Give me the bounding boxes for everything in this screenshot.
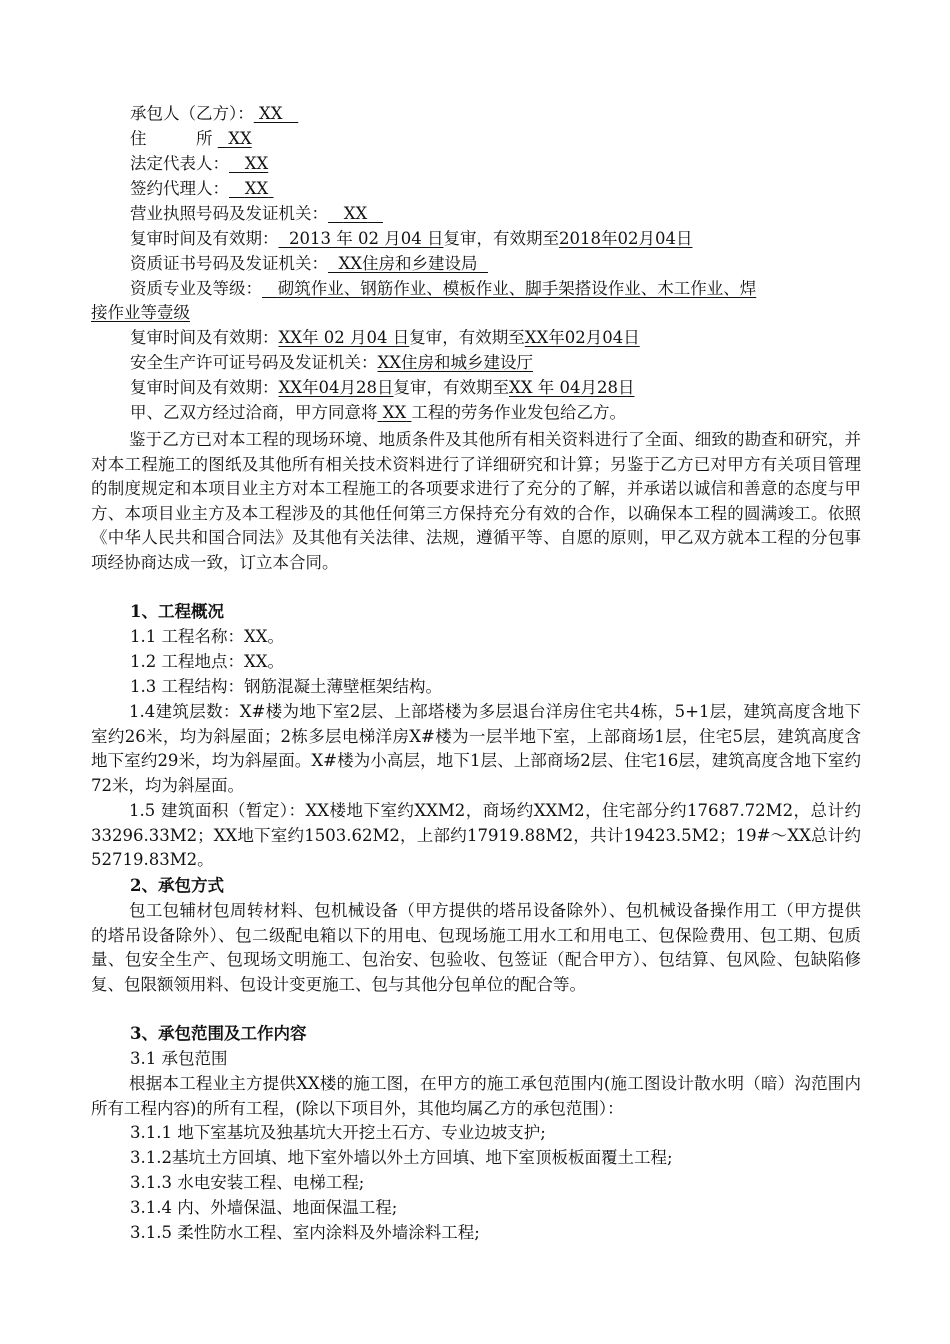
section1-title: 1、工程概况 xyxy=(130,602,224,621)
agreement-value: XX xyxy=(382,403,407,422)
agreement-pre: 甲、乙双方经过洽商，甲方同意将 xyxy=(130,403,378,422)
qual-review-date: XX年 02 月04 日 xyxy=(278,328,410,347)
license-label: 营业执照号码及发证机关： xyxy=(130,204,328,223)
address-label: 住 所 xyxy=(130,129,213,148)
contractor-line xyxy=(130,102,298,126)
address-line xyxy=(130,127,252,151)
preamble-paragraph: 鉴于乙方已对本工程的现场环境、地质条件及其他所有相关资料进行了全面、细致的勘查和研究，并对本工程施工的图纸及其他所有相关技术资料进行了详细研究和计算；另鉴于乙方已对甲方有关项目管理的制度规定和本项目业主方对本工程施工的各项要求进行了充分的了解，并承诺以诚信和善意的态度与甲方、本项目业主方及本工程涉及的其他任何第三方保持充分有效的合作，以确保本工程的圆满竣工。依照《中华人民共和国合同法》及其他有关法律、法规，遵循平等、自愿的原则，甲乙双方就本工程的分包事项经协商达成一致，订立本合同。 xyxy=(91,430,861,572)
project-floors: 1.4建筑层数：X#楼为地下室2层、上部塔楼为多层退台洋房住宅共4栋，5+1层，建筑高度含地下室约26米，均为斜屋面；2栋多层电梯洋房X#楼为一层半地下室，上部商场1层，住宅5层，建筑高度含地下室约29米，均为斜屋面。X#楼为小高层，地下1层、上部商场2层、住宅16层，建筑高度含地下室约72米，均为斜屋面。 xyxy=(91,702,861,795)
safety-label: 安全生产许可证号码及发证机关： xyxy=(130,353,378,372)
project-structure: 1.3 工程结构：钢筋混凝土薄壁框架结构。 xyxy=(130,677,442,696)
contractor-value: XX xyxy=(259,104,283,123)
qual-review-mid: 复审，有效期至 xyxy=(409,328,525,347)
qual-review-label: 复审时间及有效期： xyxy=(130,328,279,347)
license-valid-date: 2018年02月04日 xyxy=(558,229,693,248)
grade-value-1: 砌筑作业、钢筋作业、模板作业、脚手架搭设作业、木工作业、焊 xyxy=(277,279,757,298)
qual-valid-date: XX年02月04日 xyxy=(524,328,640,347)
section3-intro: 根据本工程业主方提供XX楼的施工图，在甲方的施工承包范围内(施工图设计散水明（暗）沟范围内所有工程内容)的所有工程，(除以下项目外，其他均属乙方的承包范围）： xyxy=(91,1074,861,1118)
legal-rep-value: XX xyxy=(244,154,269,173)
scope-item: 3.1.3 水电安装工程、电梯工程; xyxy=(130,1173,365,1192)
project-location: 1.2 工程地点：XX。 xyxy=(130,652,284,671)
grade-label: 资质专业及等级： xyxy=(130,279,262,298)
section2-body: 包工包辅材包周转材料、包机械设备（甲方提供的塔吊设备除外）、包机械设备操作用工（甲方提供的塔吊设备除外）、包二级配电箱以下的用电、包现场施工用水工和用电工、包保险费用、包工期、包质量、包安全生产、包现场文明施工、包治安、包验收、包签证（配合甲方）、包结算、包风险、包缺陷修复、包限额领用料、包设计变更施工、包与其他分包单位的配合等。 xyxy=(91,901,861,994)
safety-value: XX住房和城乡建设厅 xyxy=(377,353,533,372)
agreement-line xyxy=(130,401,626,425)
contractor-label: 承包人（乙方）： xyxy=(130,104,254,123)
grade-line-2 xyxy=(91,301,190,325)
agent-label: 签约代理人： xyxy=(130,179,229,198)
license-value: XX xyxy=(343,204,368,223)
license-review-line xyxy=(130,227,692,251)
agent-line xyxy=(130,177,274,201)
qualification-label: 资质证书号码及发证机关： xyxy=(130,254,328,273)
safety-review-date: XX年04月28日 xyxy=(278,378,394,397)
license-review-label: 复审时间及有效期： xyxy=(130,229,279,248)
safety-line xyxy=(130,351,533,375)
qual-review-line xyxy=(130,326,640,350)
grade-value-2: 接作业等壹级 xyxy=(91,303,190,322)
scope-item: 3.1.2基坑土方回填、地下室外墙以外土方回填、地下室顶板板面覆土工程; xyxy=(130,1148,673,1167)
legal-rep-line xyxy=(130,152,268,176)
project-area: 1.5 建筑面积（暂定）：XX楼地下室约XXM2，商场约XXM2，住宅部分约17687.72M2，总计约33296.33M2；XX地下室约1503.62M2，上部约17919.88M2，共计19423.5M2；19#～XX总计约52719.83M2。 xyxy=(91,801,861,869)
agent-value: XX xyxy=(244,179,269,198)
license-review-mid: 复审，有效期至 xyxy=(443,229,559,248)
section3-title: 3、承包范围及工作内容 xyxy=(130,1024,307,1043)
scope-item: 3.1.5 柔性防水工程、室内涂料及外墙涂料工程; xyxy=(130,1223,480,1242)
safety-review-label: 复审时间及有效期： xyxy=(130,378,279,397)
section3-subtitle: 3.1 承包范围 xyxy=(130,1049,228,1068)
scope-item: 3.1.4 内、外墙保温、地面保温工程; xyxy=(130,1198,398,1217)
scope-item: 3.1.1 地下室基坑及独基坑大开挖土石方、专业边坡支护; xyxy=(130,1123,546,1142)
project-name: 1.1 工程名称：XX。 xyxy=(130,627,284,646)
license-review-date: 2013 年 02 月04 日 xyxy=(289,229,444,248)
grade-line xyxy=(130,277,756,301)
qualification-value: XX住房和乡建设局 xyxy=(338,254,478,273)
section2-title: 2、承包方式 xyxy=(130,876,224,895)
agreement-post: 工程的劳务作业发包给乙方。 xyxy=(411,403,626,422)
safety-review-mid: 复审，有效期至 xyxy=(393,378,509,397)
safety-valid-date: XX 年 04月28日 xyxy=(508,378,635,397)
legal-rep-label: 法定代表人： xyxy=(130,154,229,173)
license-line xyxy=(130,202,383,226)
address-value: XX xyxy=(228,129,252,148)
safety-review-line xyxy=(130,376,634,400)
qualification-line xyxy=(130,252,488,276)
